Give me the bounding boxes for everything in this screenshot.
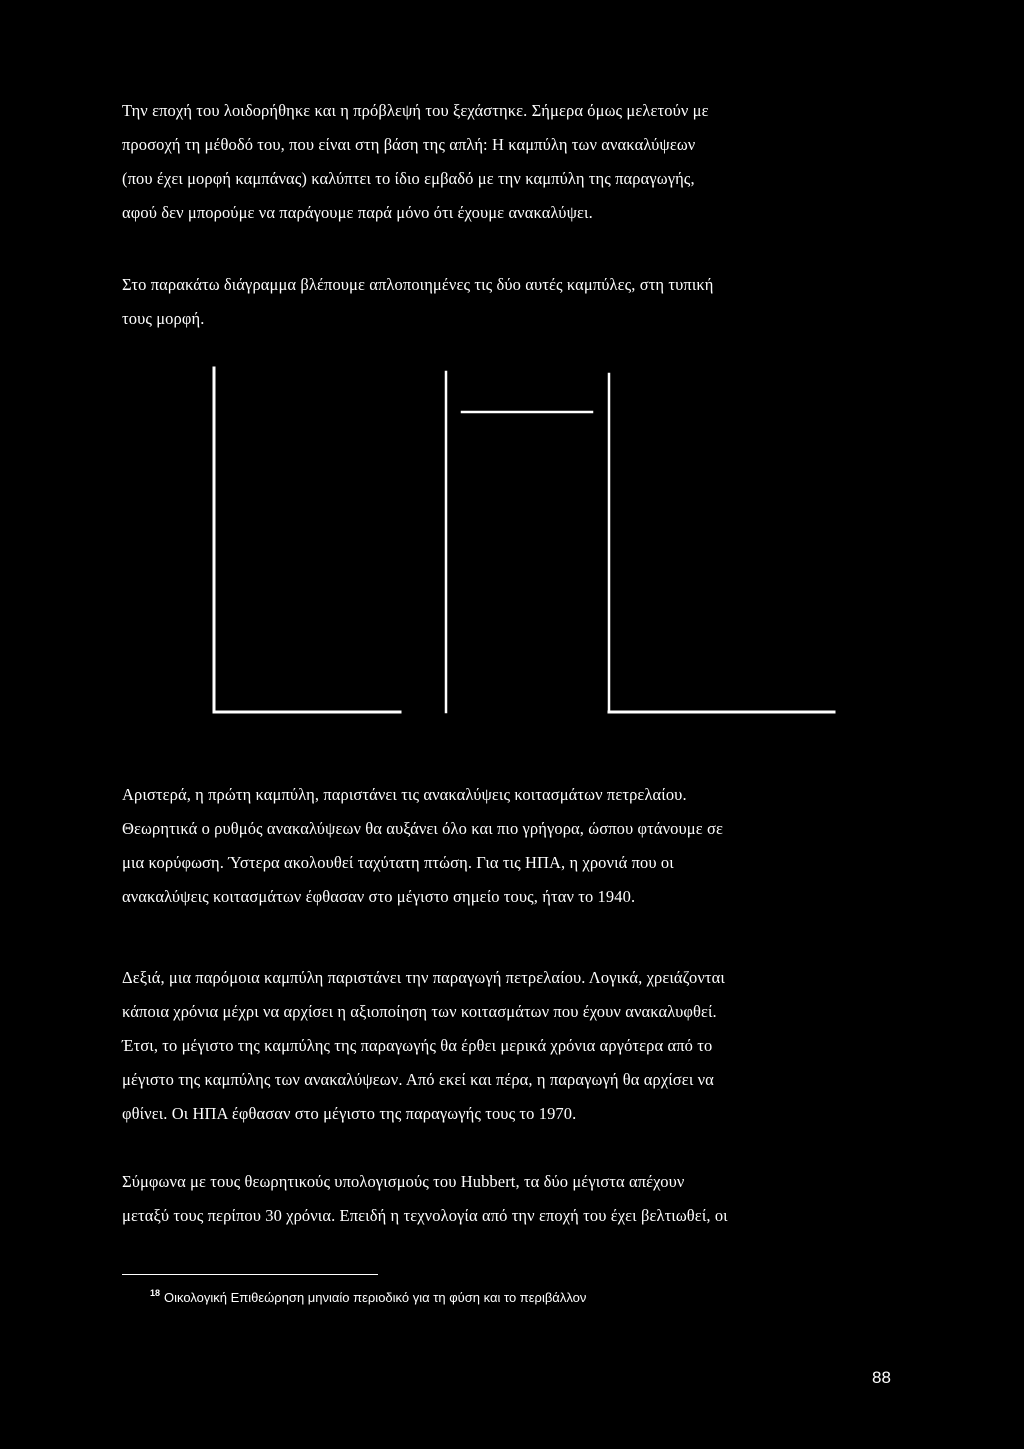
footnote: [150, 1283, 586, 1308]
text-line: Θεωρητικά ο ρυθμός ανακαλύψεων θα αυξάνει όλο και πιο γρήγορα, ώσπου φτάνουμε σε: [122, 819, 723, 838]
text-line: προσοχή τη μέθοδό του, που είναι στη βάση της απλή: Η καμπύλη των ανακαλύψεων: [122, 135, 696, 154]
discovery-production-diagram: [200, 360, 850, 730]
paragraph-hubbert-calculations: [122, 1165, 892, 1233]
text-line: τους μορφή.: [122, 309, 205, 328]
text-line: μια κορύφωση. Ύστερα ακολουθεί ταχύτατη πτώση. Για τις ΗΠΑ, η χρονιά που οι: [122, 853, 674, 872]
text-line: μεταξύ τους περίπου 30 χρόνια. Επειδή η τεχνολογία από την εποχή του έχει βελτιωθεί, οι: [122, 1206, 728, 1225]
text-line: κάποια χρόνια μέχρι να αρχίσει η αξιοποίηση των κοιτασμάτων που έχουν ανακαλυφθεί.: [122, 1002, 717, 1021]
text-line: ανακαλύψεις κοιτασμάτων έφθασαν στο μέγιστο σημείο τους, ήταν το 1940.: [122, 887, 636, 906]
footnote-marker: 18: [150, 1288, 161, 1298]
paragraph-production-curve: [122, 961, 892, 1131]
footnote-separator: [122, 1274, 378, 1275]
text-line: Σύμφωνα με τους θεωρητικούς υπολογισμούς του Hubbert, τα δύο μέγιστα απέχουν: [122, 1172, 685, 1191]
paragraph-hubbert-method: [122, 94, 892, 230]
text-line: Την εποχή του λοιδορήθηκε και η πρόβλεψή του ξεχάστηκε. Σήμερα όμως μελετούν με: [122, 101, 709, 120]
text-line: Δεξιά, μια παρόμοια καμπύλη παριστάνει την παραγωγή πετρελαίου. Λογικά, χρειάζονται: [122, 968, 725, 987]
paragraph-discovery-curve: [122, 778, 892, 914]
footnote-text: Οικολογική Επιθεώρηση μηνιαίο περιοδικό για τη φύση και το περιβάλλον: [164, 1290, 587, 1305]
paragraph-diagram-intro: [122, 268, 892, 336]
text-line: Αριστερά, η πρώτη καμπύλη, παριστάνει τις ανακαλύψεις κοιτασμάτων πετρελαίου.: [122, 785, 687, 804]
text-line: φθίνει. Οι ΗΠΑ έφθασαν στο μέγιστο της παραγωγής τους το 1970.: [122, 1104, 577, 1123]
text-line: Στο παρακάτω διάγραμμα βλέπουμε απλοποιημένες τις δύο αυτές καμπύλες, στη τυπική: [122, 275, 714, 294]
diagram-lines: [214, 368, 834, 712]
text-line: Έτσι, το μέγιστο της καμπύλης της παραγωγής θα έρθει μερικά χρόνια αργότερα από το: [122, 1036, 713, 1055]
text-line: μέγιστο της καμπύλης των ανακαλύψεων. Από εκεί και πέρα, η παραγωγή θα αρχίσει να: [122, 1070, 714, 1089]
page-number: 88: [872, 1368, 891, 1387]
text-line: αφού δεν μπορούμε να παράγουμε παρά μόνο ότι έχουμε ανακαλύψει.: [122, 203, 593, 222]
text-line: (που έχει μορφή καμπάνας) καλύπτει το ίδιο εμβαδό με την καμπύλη της παραγωγής,: [122, 169, 695, 188]
